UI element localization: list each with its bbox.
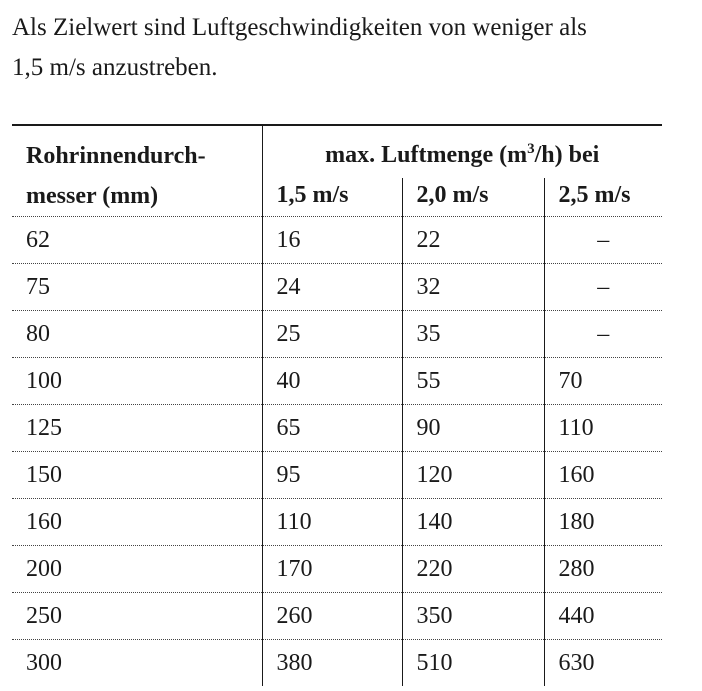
airflow-1-5-cell: 170	[262, 546, 402, 593]
airflow-2-5-cell: 630	[558, 649, 595, 676]
table-row	[12, 311, 662, 358]
airflow-group-header	[262, 125, 662, 178]
airflow-2-5-cell: 70	[544, 358, 662, 405]
airflow-1-5-cell: 380	[262, 640, 402, 687]
group-header-prefix: max. Luftmenge (m	[325, 142, 528, 168]
diameter-cell: 160	[12, 499, 262, 546]
intro-line-2: 1,5 m/s anzustreben.	[12, 54, 218, 81]
airflow-2-0-cell: 55	[402, 358, 544, 405]
diameter-cell: 300	[12, 640, 262, 687]
speed-header-1-5: 1,5 m/s	[262, 178, 402, 217]
airflow-1-5-cell: 16	[262, 217, 402, 264]
table-row	[12, 640, 662, 687]
diameter-header-line-2: messer (mm)	[26, 183, 159, 209]
airflow-2-5-cell: 160	[544, 452, 662, 499]
table-row	[12, 264, 662, 311]
table-row	[12, 546, 662, 593]
intro-paragraph	[12, 8, 682, 88]
table-row	[12, 593, 662, 640]
table-row	[12, 452, 662, 499]
diameter-column-header	[12, 125, 262, 217]
airflow-2-0-cell: 32	[402, 264, 544, 311]
airflow-2-5-cell: 180	[544, 499, 662, 546]
airflow-2-5-cell: –	[544, 264, 662, 311]
airflow-2-5-cell: –	[544, 217, 662, 264]
airflow-2-0-cell: 350	[402, 593, 544, 640]
table-row	[12, 405, 662, 452]
speed-header-2-0: 2,0 m/s	[402, 178, 544, 217]
airflow-1-5-cell: 260	[262, 593, 402, 640]
airflow-2-5-cell: 280	[544, 546, 662, 593]
table-row	[12, 358, 662, 405]
airflow-2-0-cell: 22	[402, 217, 544, 264]
airflow-1-5-cell: 25	[262, 311, 402, 358]
diameter-cell: 75	[12, 264, 262, 311]
airflow-2-0-cell: 140	[402, 499, 544, 546]
airflow-1-5-cell: 24	[262, 264, 402, 311]
table-header	[12, 125, 662, 217]
airflow-table-container	[12, 124, 662, 686]
airflow-2-0-cell: 90	[402, 405, 544, 452]
airflow-2-0-cell: 510	[402, 640, 544, 687]
speed-header-2-5: 2,5 m/s	[544, 178, 662, 217]
diameter-header-line-1: Rohrinnendurch-	[26, 143, 206, 169]
diameter-cell: 62	[12, 217, 262, 264]
airflow-1-5-cell: 65	[262, 405, 402, 452]
airflow-1-5-cell: 95	[262, 452, 402, 499]
airflow-2-5-cell: 440	[544, 593, 662, 640]
table-row	[12, 499, 662, 546]
diameter-cell: 125	[12, 405, 262, 452]
airflow-1-5-cell: 40	[262, 358, 402, 405]
intro-line-1: Als Zielwert sind Luftgeschwindigkeiten von weniger als	[12, 14, 587, 41]
diameter-cell: 200	[12, 546, 262, 593]
airflow-2-0-cell: 35	[402, 311, 544, 358]
diameter-cell: 80	[12, 311, 262, 358]
diameter-cell: 250	[12, 593, 262, 640]
airflow-table	[12, 124, 662, 686]
table-row	[12, 217, 662, 264]
diameter-cell: 100	[12, 358, 262, 405]
airflow-2-5-cell: 110	[544, 405, 662, 452]
airflow-2-5-cell: –	[544, 311, 662, 358]
airflow-2-0-cell: 220	[402, 546, 544, 593]
airflow-2-0-cell: 120	[402, 452, 544, 499]
group-header-suffix: /h) bei	[534, 142, 600, 168]
diameter-cell: 150	[12, 452, 262, 499]
table-body	[12, 217, 662, 687]
group-header-superscript: 3	[527, 141, 535, 157]
airflow-1-5-cell: 110	[262, 499, 402, 546]
